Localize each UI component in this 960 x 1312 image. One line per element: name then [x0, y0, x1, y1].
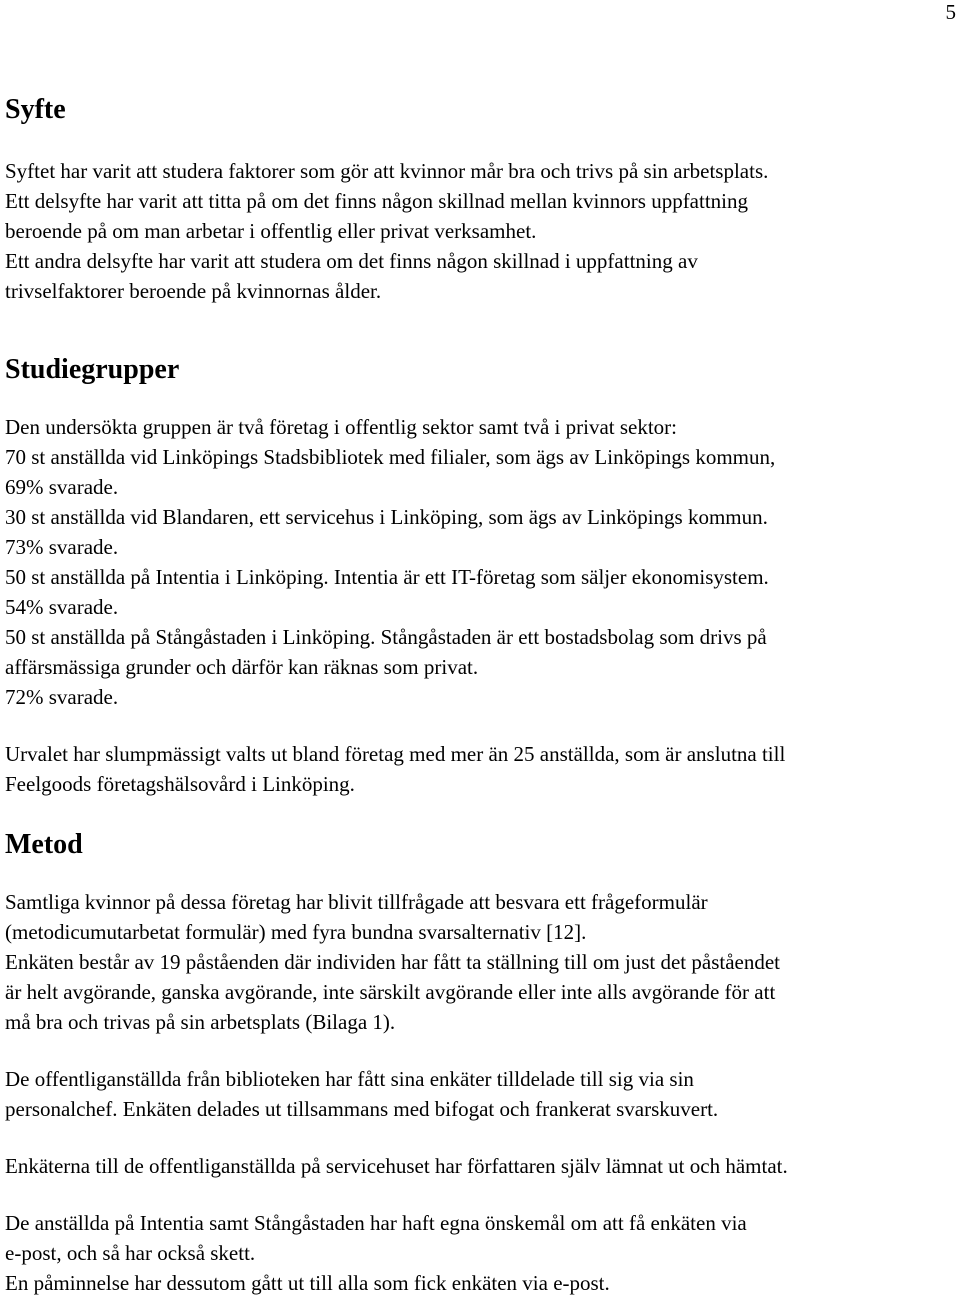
- text-line: Den undersökta gruppen är två företag i offentlig sektor samt två i privat sektor:: [5, 415, 677, 439]
- text-line: 72% svarade.: [5, 685, 119, 709]
- text-line: 54% svarade.: [5, 595, 119, 619]
- paragraph-metod-3: [5, 1151, 955, 1181]
- text-line: 70 st anställda vid Linköpings Stadsbibliotek med filialer, som ägs av Linköpings kommun,: [5, 445, 776, 469]
- heading-syfte: Syfte: [5, 94, 66, 125]
- text-line: Ett delsyfte har varit att titta på om det finns någon skillnad mellan kvinnors uppfattning: [5, 189, 749, 213]
- page-number: 5: [945, 0, 956, 24]
- text-line: 30 st anställda vid Blandaren, ett servicehus i Linköping, som ägs av Linköpings kommun.: [5, 505, 768, 529]
- text-line: Syftet har varit att studera faktorer som gör att kvinnor mår bra och trivs på sin arbetsplats.: [5, 159, 769, 183]
- paragraph-metod-2: [5, 1064, 955, 1124]
- text-line: beroende på om man arbetar i offentlig eller privat verksamhet.: [5, 219, 537, 243]
- text-line: e-post, och så har också skett.: [5, 1241, 256, 1265]
- paragraph-metod-1: [5, 887, 955, 1037]
- heading-metod: Metod: [5, 829, 83, 860]
- paragraph-studiegrupper: [5, 412, 955, 712]
- text-line: En påminnelse har dessutom gått ut till alla som fick enkäten via e-post.: [5, 1271, 610, 1295]
- text-line: 73% svarade.: [5, 535, 119, 559]
- text-line: De anställda på Intentia samt Stångåstaden har haft egna önskemål om att få enkäten via: [5, 1211, 747, 1235]
- text-line: må bra och trivas på sin arbetsplats (Bilaga 1).: [5, 1010, 396, 1034]
- paragraph-urval: [5, 739, 955, 799]
- text-line: personalchef. Enkäten delades ut tillsammans med bifogat och frankerat svarskuvert.: [5, 1097, 719, 1121]
- text-line: Urvalet har slumpmässigt valts ut bland företag med mer än 25 anställda, som är anslutna till: [5, 742, 786, 766]
- text-line: Enkäterna till de offentliganställda på servicehuset har författaren själv lämnat ut och hämtat.: [5, 1154, 788, 1178]
- text-line: affärsmässiga grunder och därför kan räknas som privat.: [5, 655, 479, 679]
- text-line: 69% svarade.: [5, 475, 119, 499]
- text-line: 50 st anställda på Stångåstaden i Linköping. Stångåstaden är ett bostadsbolag som drivs på: [5, 625, 767, 649]
- text-line: Feelgoods företagshälsovård i Linköping.: [5, 772, 355, 796]
- paragraph-metod-4: [5, 1208, 955, 1298]
- text-line: De offentliganställda från biblioteken har fått sina enkäter tilldelade till sig via sin: [5, 1067, 694, 1091]
- text-line: Samtliga kvinnor på dessa företag har blivit tillfrågade att besvara ett frågeformulär: [5, 890, 708, 914]
- paragraph-syfte: [5, 156, 955, 306]
- text-line: (metodicumutarbetat formulär) med fyra bundna svarsalternativ [12].: [5, 920, 587, 944]
- text-line: Ett andra delsyfte har varit att studera om det finns någon skillnad i uppfattning av: [5, 249, 698, 273]
- text-line: Enkäten består av 19 påståenden där individen har fått ta ställning till om just det påståendet: [5, 950, 781, 974]
- heading-studiegrupper: Studiegrupper: [5, 354, 180, 385]
- text-line: trivselfaktorer beroende på kvinnornas ålder.: [5, 279, 382, 303]
- text-line: är helt avgörande, ganska avgörande, inte särskilt avgörande eller inte alls avgörande för att: [5, 980, 776, 1004]
- text-line: 50 st anställda på Intentia i Linköping. Intentia är ett IT-företag som säljer ekonomisystem.: [5, 565, 769, 589]
- document-body: [5, 92, 955, 1298]
